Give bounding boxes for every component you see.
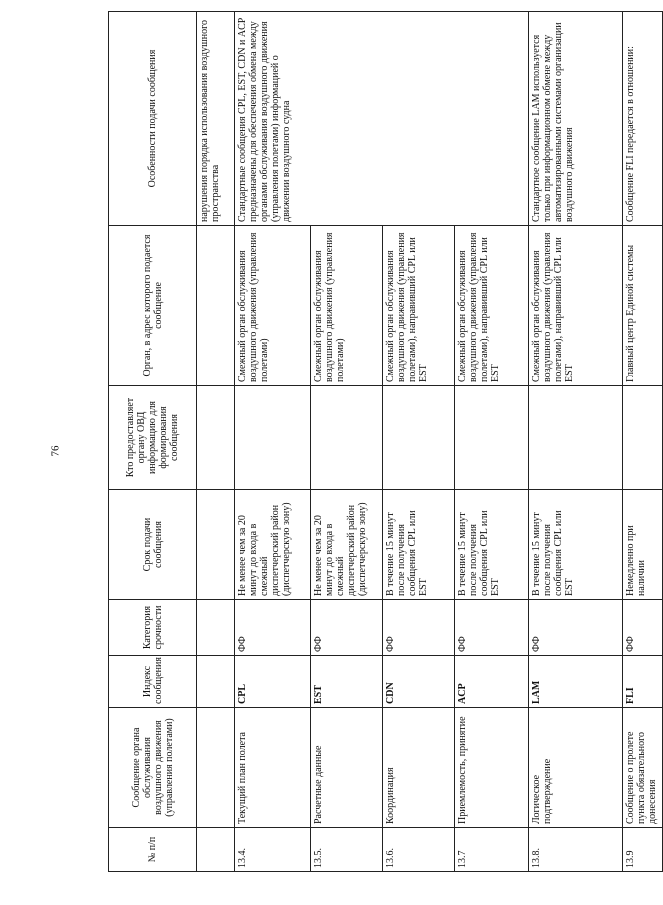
table-header-row xyxy=(109,12,197,872)
submission-time: Не менее чем за 20 минут до входа в смежный диспетчерский район (диспетчерскую зону) xyxy=(235,490,311,600)
message-name xyxy=(197,708,235,828)
row-number: 13.9 xyxy=(623,828,663,872)
info-provider xyxy=(311,386,383,490)
header-cell: № п/п xyxy=(109,828,197,872)
header-cell: Особенности подачи сообщения xyxy=(109,12,197,226)
table-row xyxy=(529,12,623,872)
urgency-category xyxy=(197,600,235,656)
urgency-category: ФФ xyxy=(383,600,455,656)
header-cell: Орган, в адрес которого подается сообщение xyxy=(109,226,197,386)
recipient: Смежный орган обслуживания воздушного движения (управления полетами), направивший CPL или EST xyxy=(529,226,623,386)
info-provider xyxy=(455,386,529,490)
notes: Сообщение FLI передается в отношении: xyxy=(623,12,663,226)
row-number xyxy=(197,828,235,872)
page-number: 76 xyxy=(49,445,62,457)
header-cell: Сообщение органа обслуживания воздушного движения (управления полетами) xyxy=(109,708,197,828)
message-code: CDN xyxy=(383,656,455,708)
message-name: Координация xyxy=(383,708,455,828)
submission-time: В течение 15 минут после получения сообщения CPL или EST xyxy=(383,490,455,600)
header-cell: Кто предоставляет органу ОВД информацию для формирования сообщения xyxy=(109,386,197,490)
message-name: Сообщение о пролете пункта обязательного донесения xyxy=(623,708,663,828)
submission-time: Немедленно при наличии xyxy=(623,490,663,600)
header-cell: Индекс сообщения xyxy=(109,656,197,708)
recipient: Смежный орган обслуживания воздушного движения (управления полетами) xyxy=(235,226,311,386)
recipient: Главный центр Единой системы xyxy=(623,226,663,386)
notes: Стандартные сообщения CPL, EST, CDN и ACP предназначены для обеспечения обмена между органами обслуживания воздушного движения (управления полетами) информацией о движении воздушного судна xyxy=(235,12,529,226)
row-number: 13.6. xyxy=(383,828,455,872)
urgency-category: ФФ xyxy=(529,600,623,656)
table-row xyxy=(235,12,311,872)
row-number: 13.4. xyxy=(235,828,311,872)
recipient xyxy=(197,226,235,386)
message-code: LAM xyxy=(529,656,623,708)
message-code: CPL xyxy=(235,656,311,708)
message-code: EST xyxy=(311,656,383,708)
message-name: Текущий план полета xyxy=(235,708,311,828)
table-row xyxy=(623,12,663,872)
urgency-category: ФФ xyxy=(235,600,311,656)
submission-time: В течение 15 минут после получения сообщения CPL или EST xyxy=(455,490,529,600)
recipient: Смежный орган обслуживания воздушного движения (управления полетами), направивший CPL или EST xyxy=(383,226,455,386)
row-number: 13.7 xyxy=(455,828,529,872)
messages-table xyxy=(108,11,663,872)
notes: нарушения порядка использования воздушного пространства xyxy=(197,12,235,226)
message-name: Логическое подтверждение xyxy=(529,708,623,828)
rotated-table-wrapper xyxy=(108,12,658,872)
row-number: 13.8. xyxy=(529,828,623,872)
submission-time: Не менее чем за 20 минут до входа в смежный диспетчерский район (диспетчерскую зону) xyxy=(311,490,383,600)
recipient: Смежный орган обслуживания воздушного движения (управления полетами) xyxy=(311,226,383,386)
urgency-category: ФФ xyxy=(623,600,663,656)
notes: Стандартное сообщение LAM используется только при информационном обмене между автоматизированными системами организации воздушного движения xyxy=(529,12,623,226)
row-number: 13.5. xyxy=(311,828,383,872)
table-row xyxy=(197,12,235,872)
submission-time: В течение 15 минут после получения сообщения CPL или EST xyxy=(529,490,623,600)
message-code: ACP xyxy=(455,656,529,708)
header-cell: Срок подачи сообщения xyxy=(109,490,197,600)
message-code xyxy=(197,656,235,708)
submission-time xyxy=(197,490,235,600)
urgency-category: ФФ xyxy=(455,600,529,656)
info-provider xyxy=(623,386,663,490)
message-name: Расчетные данные xyxy=(311,708,383,828)
info-provider xyxy=(235,386,311,490)
info-provider xyxy=(197,386,235,490)
message-name: Приемлемость, принятие xyxy=(455,708,529,828)
message-code: FLI xyxy=(623,656,663,708)
info-provider xyxy=(529,386,623,490)
urgency-category: ФФ xyxy=(311,600,383,656)
header-cell: Категория срочности xyxy=(109,600,197,656)
recipient: Смежный орган обслуживания воздушного движения (управления полетами), направивший CPL или EST xyxy=(455,226,529,386)
info-provider xyxy=(383,386,455,490)
